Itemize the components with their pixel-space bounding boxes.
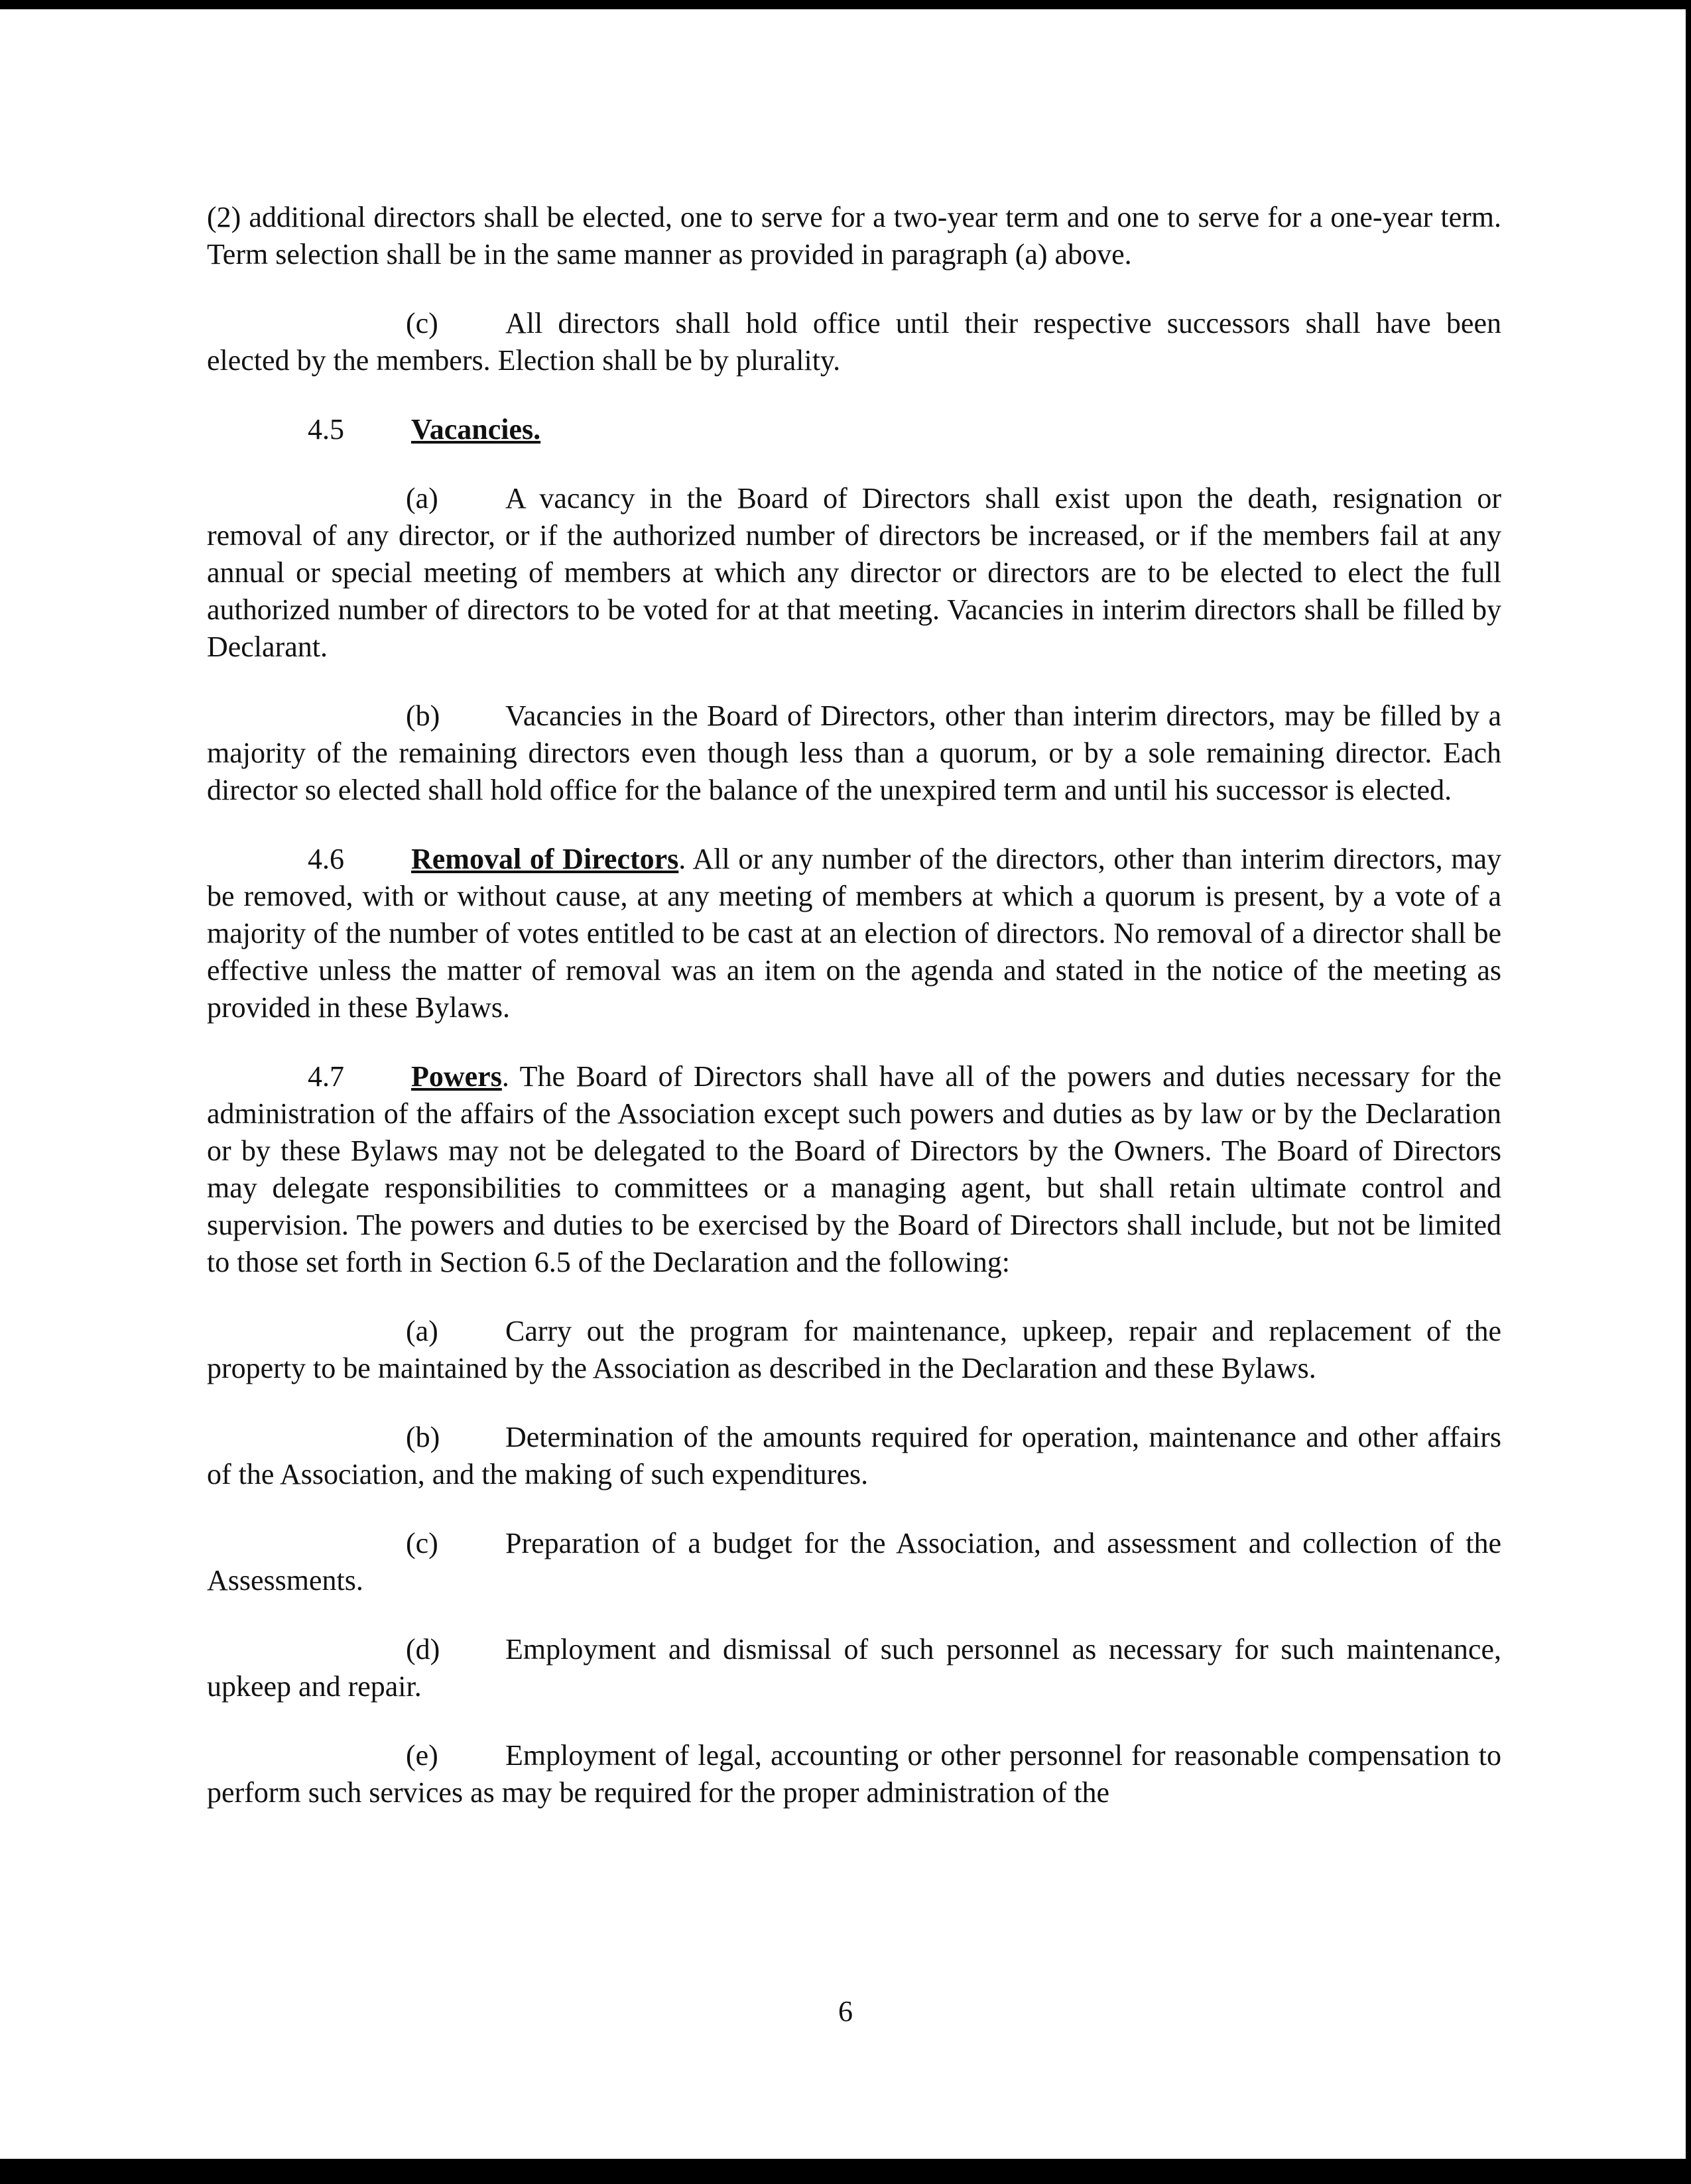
subsection-label: (c) xyxy=(406,1527,438,1559)
section-number: 4.7 xyxy=(308,1060,344,1093)
paragraph-text: Carry out the program for maintenance, upkeep, repair and replacement of the property to be maintained by the Association as described in the Declaration and these Bylaws. xyxy=(207,1315,1501,1384)
paragraph-4-7-b xyxy=(207,1419,1501,1493)
scan-border-right xyxy=(1686,0,1691,2184)
section-number: 4.5 xyxy=(308,413,344,446)
subsection-label: (a) xyxy=(406,1315,438,1347)
paragraph-4-7-e xyxy=(207,1737,1501,1811)
document-body xyxy=(207,199,1501,1811)
paragraph-text: Vacancies in the Board of Directors, other than interim directors, may be filled by a majority of the remaining directors even though less than a quorum, or by a sole remaining director. Each director so elected shall hold office for the balance of the unexpired term and until his successor is elected. xyxy=(207,699,1501,806)
paragraph-4-5-a xyxy=(207,480,1501,666)
paragraph-4-7-c xyxy=(207,1525,1501,1599)
subsection-label: (b) xyxy=(406,699,440,732)
paragraph-text: Preparation of a budget for the Association, and assessment and collection of the Assessments. xyxy=(207,1527,1501,1597)
section-4-7 xyxy=(207,1058,1501,1281)
paragraph-text: . All or any number of the directors, other than interim directors, may be removed, with or without cause, at any meeting of members at which a quorum is present, by a vote of a majority of the number of votes entitled to be cast at an election of directors. No removal of a director shall be effective unless the matter of removal was an item on the agenda and stated in the notice of the meeting as provided in these Bylaws. xyxy=(207,843,1501,1024)
subsection-label: (c) xyxy=(406,307,438,339)
subsection-label: (b) xyxy=(406,1421,440,1453)
section-title: Vacancies. xyxy=(411,413,541,446)
paragraph-text: Determination of the amounts required for operation, maintenance and other affairs of the Association, and the making of such expenditures. xyxy=(207,1421,1501,1490)
paragraph-4-5-b xyxy=(207,698,1501,809)
paragraph-text: A vacancy in the Board of Directors shall exist upon the death, resignation or removal of any director, or if the authorized number of directors be increased, or if the members fail at any annual or special meeting of members at which any director or directors are to be elected to elect the full authorized number of directors to be voted for at that meeting. Vacancies in interim directors shall be filled by Declarant. xyxy=(207,482,1501,663)
paragraph-4-7-a xyxy=(207,1313,1501,1387)
subsection-label: (a) xyxy=(406,482,438,515)
paragraph-4-7-d xyxy=(207,1631,1501,1705)
paragraph-text: Employment of legal, accounting or other personnel for reasonable compensation to perform such services as may be required for the proper administration of the xyxy=(207,1739,1501,1809)
paragraph-continuation: (2) additional directors shall be elected, one to serve for a two-year term and one to serve for a one-year term. Term selection shall be in the same manner as provided in paragraph (a) above. xyxy=(207,201,1501,271)
paragraph-text: . The Board of Directors shall have all of the powers and duties necessary for the administration of the affairs of the Association except such powers and duties as by law or by the Declaration or by these Bylaws may not be delegated to the Board of Directors by the Owners. The Board of Directors may delegate responsibilities to committees or a managing agent, but shall retain ultimate control and supervision. The powers and duties to be exercised by the Board of Directors shall include, but not be limited to those set forth in Section 6.5 of the Declaration and the following: xyxy=(207,1060,1501,1278)
paragraph-4-4-c xyxy=(207,305,1501,379)
section-title: Powers xyxy=(411,1060,502,1093)
subsection-label: (d) xyxy=(406,1633,440,1666)
paragraph-text: All directors shall hold office until their respective successors shall have been elected by the members. Election shall be by plurality. xyxy=(207,307,1501,377)
subsection-label: (e) xyxy=(406,1739,438,1772)
paragraph-text: Employment and dismissal of such personnel as necessary for such maintenance, upkeep and repair. xyxy=(207,1633,1501,1703)
scan-border-top xyxy=(0,0,1691,9)
section-title: Removal of Directors xyxy=(411,843,679,875)
page-number: 6 xyxy=(838,1995,853,2028)
scan-border-bottom xyxy=(0,2159,1691,2184)
section-4-6 xyxy=(207,841,1501,1026)
section-number: 4.6 xyxy=(308,843,344,875)
section-4-5-heading xyxy=(207,411,1501,448)
